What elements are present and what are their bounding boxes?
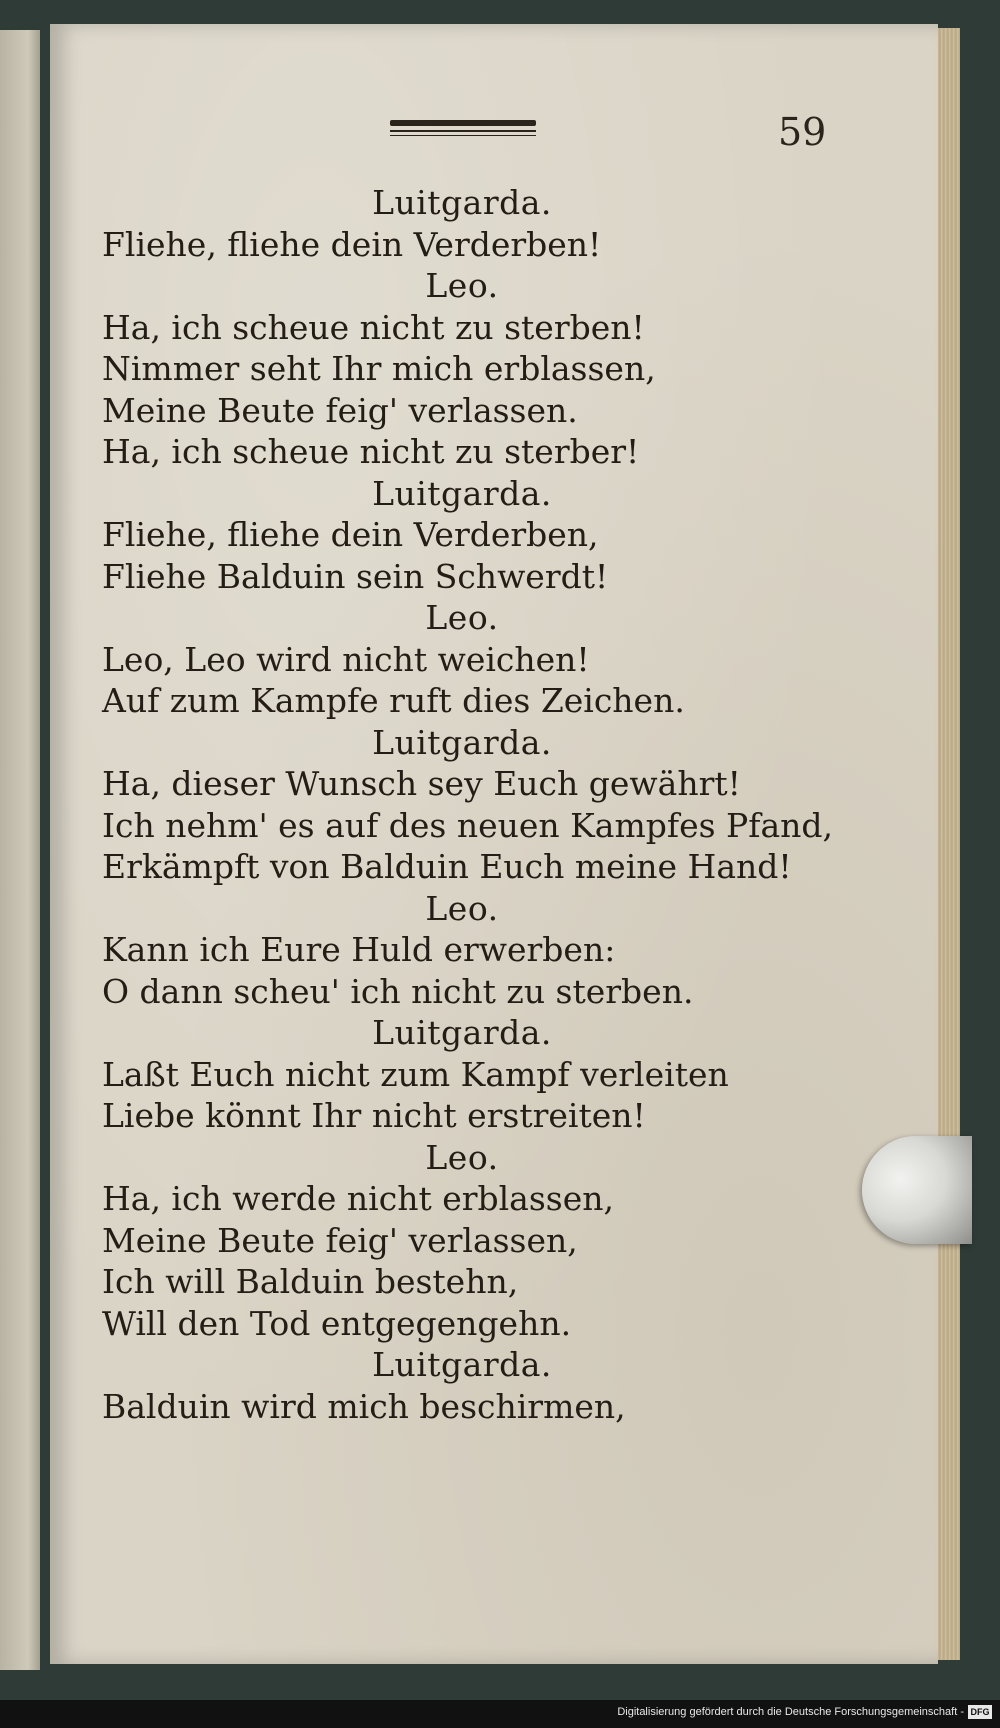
verse-line: Liebe könnt Ihr nicht erstreiten! [102,1096,646,1135]
speaker-name: Leo. [425,888,499,928]
verse-line: Balduin wird mich beschirmen, [102,1386,626,1426]
header-rule-hairline [390,135,536,136]
verse-line: Fliehe Balduin sein Schwerdt! [102,556,609,596]
verse-line: Ha, dieser Wunsch sey Euch gewährt! [102,764,741,803]
page-stack-edge [938,28,960,1660]
verse-line: Kann ich Eure Huld erwerben: [102,930,616,969]
speaker-name: Luitgarda. [372,1345,552,1384]
verse-line: Ich nehm' es auf des neuen Kampfes Pfand, [102,805,833,845]
verse-line: Ha, ich werde nicht erblassen, [102,1179,614,1218]
verse-line: Erkämpft von Balduin Euch meine Hand! [102,847,792,886]
speaker-name: Luitgarda. [372,722,552,762]
speaker-name: Leo. [425,266,499,305]
header-rule-thin [390,130,536,132]
speaker-name: Luitgarda. [372,1013,552,1052]
verse-text-block [102,182,862,1427]
verse-line: Meine Beute feig' verlassen, [102,1220,578,1260]
verse-line: Laßt Euch nicht zum Kampf verleiten [102,1054,729,1094]
page-number: 59 [778,110,827,154]
page-clip [862,1136,972,1244]
verse-line: Nimmer seht Ihr mich erblassen, [102,349,656,388]
header-rule-thick [390,120,536,126]
verse-line: Will den Tod entgegengehn. [102,1303,572,1343]
verse-line: Fliehe, fliehe dein Verderben, [102,515,599,554]
header-ornament-rule [390,120,536,136]
speaker-name: Leo. [425,1137,499,1177]
verse-line: Fliehe, fliehe dein Verderben! [102,224,602,264]
dfg-logo: DFG [968,1705,992,1719]
speaker-name: Luitgarda. [372,473,552,513]
speaker-name: Luitgarda. [372,183,552,222]
left-page-edge [0,30,40,1670]
verse-line: Ich will Balduin bestehn, [102,1262,519,1301]
verse-line: O dann scheu' ich nicht zu sterben. [102,971,694,1011]
verse-line: Meine Beute feig' verlassen. [102,390,578,430]
speaker-name: Leo. [425,598,499,637]
verse-line: Auf zum Kampfe ruft dies Zeichen. [102,681,685,720]
verse-line: Leo, Leo wird nicht weichen! [102,639,590,679]
verse-line: Ha, ich scheue nicht zu sterber! [102,432,640,471]
verse-line: Ha, ich scheue nicht zu sterben! [102,307,645,347]
footer-credit: Digitalisierung gefördert durch die Deutsche Forschungsgemeinschaft - [617,1706,964,1718]
